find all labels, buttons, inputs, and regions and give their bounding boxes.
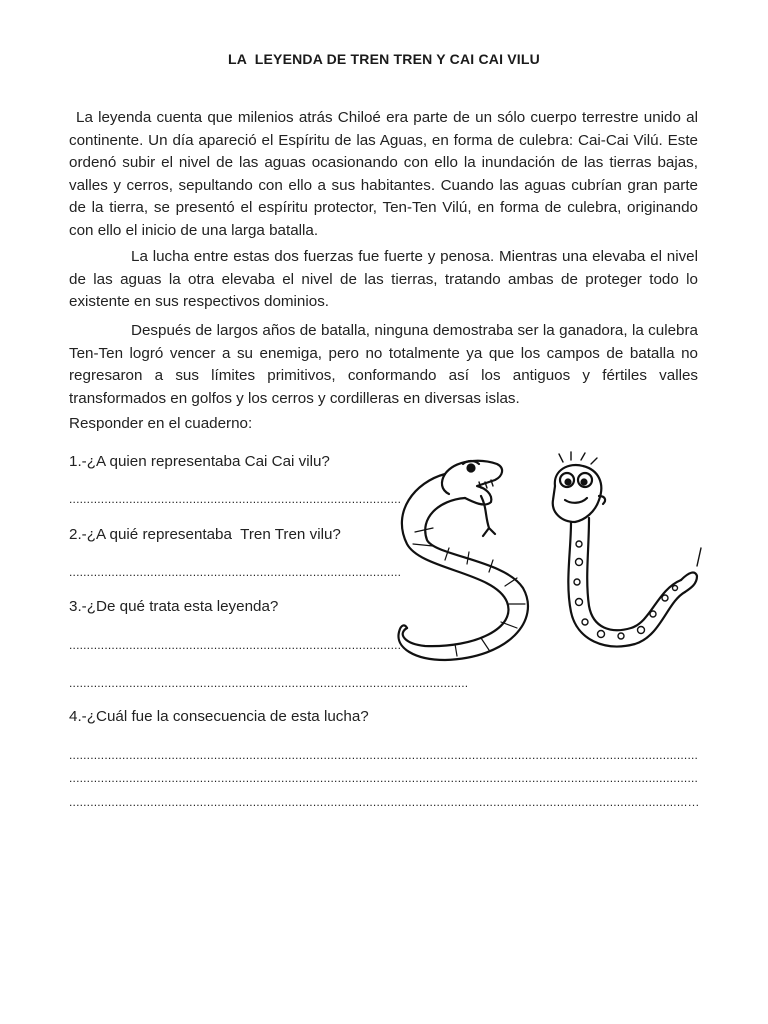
question-2: 2.-¿A quié representaba Tren Tren vilu?: [69, 526, 341, 543]
answer-line-3b: .................................................................................................................: [69, 676, 469, 690]
answer-line-4c: ...............................................................................................................................................................................…: [69, 795, 700, 809]
question-4: 4.-¿Cuál fue la consecuencia de esta lucha?: [69, 708, 369, 725]
spotted-snake-worried-icon: [553, 452, 701, 646]
instruction-text: Responder en el cuaderno:: [69, 415, 253, 432]
snakes-illustration: [385, 452, 705, 664]
answer-line-3a: ..............................................................................................: [69, 638, 402, 652]
story-paragraph-2: La lucha entre estas dos fuerzas fue fuerte y penosa. Mientras una elevaba el nivel de las aguas la otra elevaba el nivel de las tierras, tratando ambas de proteger todo lo existente en sus respectivos dominios.: [69, 248, 698, 311]
answer-line-1: ..............................................................................................: [69, 492, 402, 506]
question-1: 1.-¿A quien representaba Cai Cai vilu?: [69, 453, 330, 470]
answer-line-4b: ..................................................................................................................................................................................: [69, 771, 699, 785]
answer-line-4a: ..................................................................................................................................................................................: [69, 748, 699, 762]
answer-line-2: ..............................................................................................: [69, 565, 402, 579]
story-paragraph-3: Después de largos años de batalla, ninguna demostraba ser la ganadora, la culebra Ten-Ten logró vencer a su enemiga, pero no totalmente ya que los campos de batalla no regresaron a sus límites primitivos, conformando así los antiguos y fértiles valles transformados en golfos y los cerros y cordilleras en diversas islas.: [69, 322, 698, 407]
page-title: LA LEYENDA DE TREN TREN Y CAI CAI VILU: [228, 51, 540, 67]
serpent-open-mouth-icon: [398, 461, 527, 660]
story-paragraph-1: La leyenda cuenta que milenios atrás Chiloé era parte de un sólo cuerpo terrestre unido al continente. Un día apareció el Espíritu de las Aguas, en forma de culebra: Cai-Cai Vilú. Este ordenó subir el nivel de las aguas ocasionando con ello la inundación de las tierras bajas, valles y cerros, sepultando con ello a sus habitantes. Cuando las aguas cubrían gran parte de la tierra, se presentó el espíritu protector, Ten-Ten Vilú, en forma de culebra, originando con ello el inicio de una larga batalla.: [69, 109, 698, 239]
question-3: 3.-¿De qué trata esta leyenda?: [69, 598, 279, 615]
